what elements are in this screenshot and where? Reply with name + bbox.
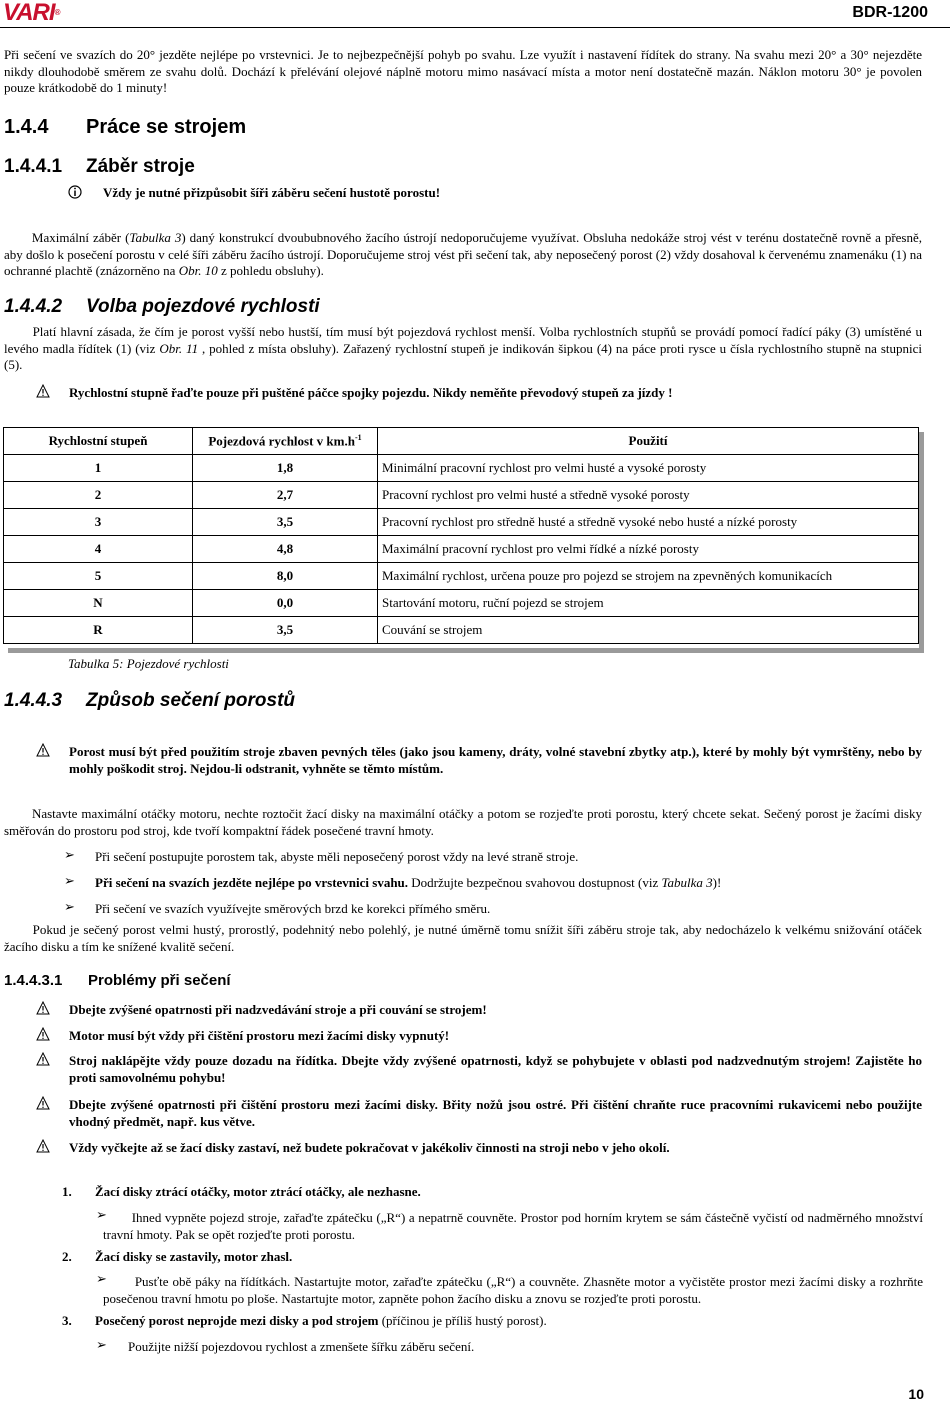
warning-triangle-icon	[36, 1052, 50, 1066]
info-note: Vždy je nutné přizpůsobit šíři záběru sečení hustotě porostu!	[103, 185, 441, 200]
table-row	[4, 482, 919, 509]
info-circle-icon	[68, 185, 82, 199]
bullet-item: Při sečení na svazích jezděte nejlépe po vrstevnici svahu. Dodržujte bezpečnou svahovou dostupnost (viz Tabulka 3)!	[95, 875, 722, 890]
gear-cell: 3	[4, 509, 193, 536]
warning-item: Stroj naklápějte vždy pouze dozadu na řídítka. Dbejte vždy zvýšené opatrnosti, když se pohybujete v oblasti pod nadzvednutým strojem! Zajistěte ho proti samovolnému pohybu!	[69, 1053, 922, 1085]
problem-number: 1.	[62, 1184, 72, 1199]
column-header-gear: Rychlostní stupeň	[4, 428, 193, 455]
section-heading-1441: 1.4.4.1 Záběr stroje	[4, 156, 195, 177]
speed-cell: 2,7	[193, 482, 378, 509]
section-heading-14431: 1.4.4.3.1 Problémy při sečení	[4, 972, 231, 989]
use-cell: Pracovní rychlost pro středně husté a středně vysoké nebo husté a nízké porosty	[378, 509, 919, 536]
use-cell: Maximální pracovní rychlost pro velmi řídké a nízké porosty	[378, 536, 919, 563]
brand-logo: VARI®	[3, 0, 60, 26]
arrowhead-bullet-icon: ➢	[64, 874, 75, 889]
paragraph-dense-growth: Pokud je sečený porost velmi hustý, prorostlý, podehnitý nebo polehlý, je nutné úměrně tomu snížit šíři záběru stroje tak, aby nedocházelo k velkému snižování otáček žacího disku a tím ke snížené kvalitě sečení.	[4, 922, 923, 954]
table-row	[4, 509, 919, 536]
arrowhead-bullet-icon: ➢	[64, 900, 75, 915]
speed-cell: 4,8	[193, 536, 378, 563]
gear-cell: 1	[4, 455, 193, 482]
warning-triangle-icon	[36, 1027, 50, 1041]
gear-cell: 2	[4, 482, 193, 509]
problem-title: Posečený porost neprojde mezi disky a pod strojem (příčinou je příliš hustý porost).	[95, 1313, 547, 1328]
warning-item: Dbejte zvýšené opatrnosti při nadzvedávání stroje a při couvání se strojem!	[69, 1002, 487, 1017]
warning-triangle-icon	[36, 384, 50, 398]
warning-item: Dbejte zvýšené opatrnosti při čištění prostoru mezi žacími disky. Břity nožů jsou ostré. Při čištění chraňte ruce pracovními rukavicemi nebo použijte vhodný předmět, např. kus větve.	[69, 1097, 922, 1129]
arrowhead-bullet-icon: ➢	[64, 848, 75, 863]
table-shadow	[919, 432, 924, 652]
speed-table	[3, 427, 919, 644]
gear-cell: 5	[4, 563, 193, 590]
arrowhead-bullet-icon: ➢	[96, 1272, 107, 1287]
table-header-row	[4, 428, 919, 455]
section-heading-1442: 1.4.4.2 Volba pojezdové rychlosti	[4, 296, 320, 317]
model-label: BDR-1200	[852, 4, 928, 21]
gear-cell: 4	[4, 536, 193, 563]
warning-triangle-icon	[36, 1096, 50, 1110]
section-heading-1443: 1.4.4.3 Způsob sečení porostů	[4, 690, 296, 711]
problem-number: 2.	[62, 1249, 72, 1264]
table-row	[4, 563, 919, 590]
warning-item: Motor musí být vždy při čištění prostoru mezi žacími disky vypnutý!	[69, 1028, 450, 1043]
header-divider	[0, 27, 950, 28]
page-number: 10	[908, 1386, 924, 1402]
table-row	[4, 617, 919, 644]
section-heading-144: 1.4.4 Práce se strojem	[4, 116, 247, 138]
use-cell: Pracovní rychlost pro velmi husté a středně vysoké porosty	[378, 482, 919, 509]
intro-paragraph: Při sečení ve svazích do 20° jezděte nejlépe po vrstevnici. Je to nejbezpečnější pohyb po svahu. Lze využít i nastavení řídítek do strany. Na svahu mezi 20° a 30° nejezděte nikdy dlouhodobě směrem ze svahu dolů. Dochází k přelévání olejové náplně motoru mimo nasávací místa a motor není dostatečně mazán. Náklon motoru 30° je povolen pouze krátkodobě do 1 minuty!	[4, 47, 922, 95]
arrowhead-bullet-icon: ➢	[96, 1208, 107, 1223]
problem-fix: Ihned vypněte pojezd stroje, zařaďte zpátečku („R“) a nepatrně couvněte. Prostor pod horním krytem se sám částečně vyčistí od nadměrného množství travní hmoty. Pak se opět rozjeďte proti porostu.	[103, 1210, 924, 1242]
paragraph-mowing-method: Nastavte maximální otáčky motoru, nechte roztočit žací disky na maximální otáčky a potom se rozjeďte proti porostu, který chcete sekat. Sečený porost je žacími disky směřován do prostoru pod stroj, kde tvoří kompaktní řádek posečené travní hmoty.	[4, 806, 922, 838]
column-header-speed: Pojezdová rychlost v $km.h^{-1}$	[193, 428, 378, 455]
problem-number: 3.	[62, 1313, 72, 1328]
gear-cell: R	[4, 617, 193, 644]
table-row	[4, 536, 919, 563]
warning-triangle-icon	[36, 1001, 50, 1015]
warning-foreign-objects: Porost musí být před použitím stroje zbaven pevných těles (jako jsou kameny, dráty, volné stavební zbytky atp.), které by mohly být vymrštěny, nebo by mohly poškodit stroj. Nejdou-li odstranit, vyhněte se těmto místům.	[69, 744, 922, 776]
bullet-item: Při sečení ve svazích využívejte směrových brzd ke korekci přímého směru.	[95, 901, 491, 916]
speed-cell: 3,5	[193, 509, 378, 536]
bullet-item: Při sečení postupujte porostem tak, abyste měli neposečený porost vždy na levé straně stroje.	[95, 849, 579, 864]
speed-cell: 3,5	[193, 617, 378, 644]
gear-cell: N	[4, 590, 193, 617]
table-caption: Tabulka 5: Pojezdové rychlosti	[68, 656, 229, 671]
warning-item: Vždy vyčkejte až se žací disky zastaví, než budete pokračovat v jakékoliv činnosti na stroji nebo v jeho okolí.	[69, 1140, 670, 1155]
paragraph-zaber: Maximální záběr (Tabulka 3) daný konstrukcí dvoububnového žacího ústrojí nedoporučujeme využívat. Obsluha nedokáže stroj vést v terénu dostatečně rovně a přesně, aby došlo k posečení porostu v celé šíři záběru žacího ústrojí. Doporučujeme stroj vést při sečení tak, aby neposečený porost (2) vždy dosahoval k červenému znamenáku (1) na ochranné plachtě (znázorněno na Obr. 10 z pohledu obsluhy).	[4, 230, 923, 278]
warning-gear-shift: Rychlostní stupně řaďte pouze při puštěné páčce spojky pojezdu. Nikdy neměňte převodový stupeň za jízdy !	[69, 385, 673, 400]
warning-triangle-icon	[36, 1139, 50, 1153]
problem-fix: Použijte nižší pojezdovou rychlost a zmenšete šířku záběru sečení.	[128, 1339, 475, 1354]
table-shadow	[8, 648, 924, 653]
problem-fix: Pusťte obě páky na řídítkách. Nastartujte motor, zařaďte zpátečku („R“) a couvněte. Zhasněte motor a vyčistěte prostor mezi žacími disky a rozhrňte posečenou travní hmotu po ploše. Nastartujte motor, zapněte pohon žacího disku a znovu se rozjeďte proti porostu.	[103, 1274, 923, 1306]
column-header-use: Použití	[378, 428, 919, 455]
table-row	[4, 590, 919, 617]
table-row	[4, 455, 919, 482]
speed-cell: 8,0	[193, 563, 378, 590]
use-cell: Minimální pracovní rychlost pro velmi husté a vysoké porosty	[378, 455, 919, 482]
speed-cell: 0,0	[193, 590, 378, 617]
arrowhead-bullet-icon: ➢	[96, 1338, 107, 1353]
use-cell: Couvání se strojem	[378, 617, 919, 644]
speed-cell: 1,8	[193, 455, 378, 482]
problem-title: Žací disky ztrácí otáčky, motor ztrácí otáčky, ale nezhasne.	[95, 1184, 421, 1199]
problem-title: Žací disky se zastavily, motor zhasl.	[95, 1249, 293, 1264]
use-cell: Startování motoru, ruční pojezd se strojem	[378, 590, 919, 617]
paragraph-volba-rychlosti: Platí hlavní zásada, že čím je porost vyšší nebo hustší, tím musí být pojezdová rychlost menší. Volba rychlostních stupňů se provádí pomocí řadící páky (3) umístěné u levého madla řídítek (1) (viz Obr. 11 , pohled z místa obsluhy). Zařazený rychlostní stupeň je indikován šipkou (4) na páce proti rysce u čísla rychlostního stupně na stupnici (5).	[4, 324, 922, 372]
warning-triangle-icon	[36, 743, 50, 757]
use-cell: Maximální rychlost, určena pouze pro pojezd se strojem na zpevněných komunikacích	[378, 563, 919, 590]
